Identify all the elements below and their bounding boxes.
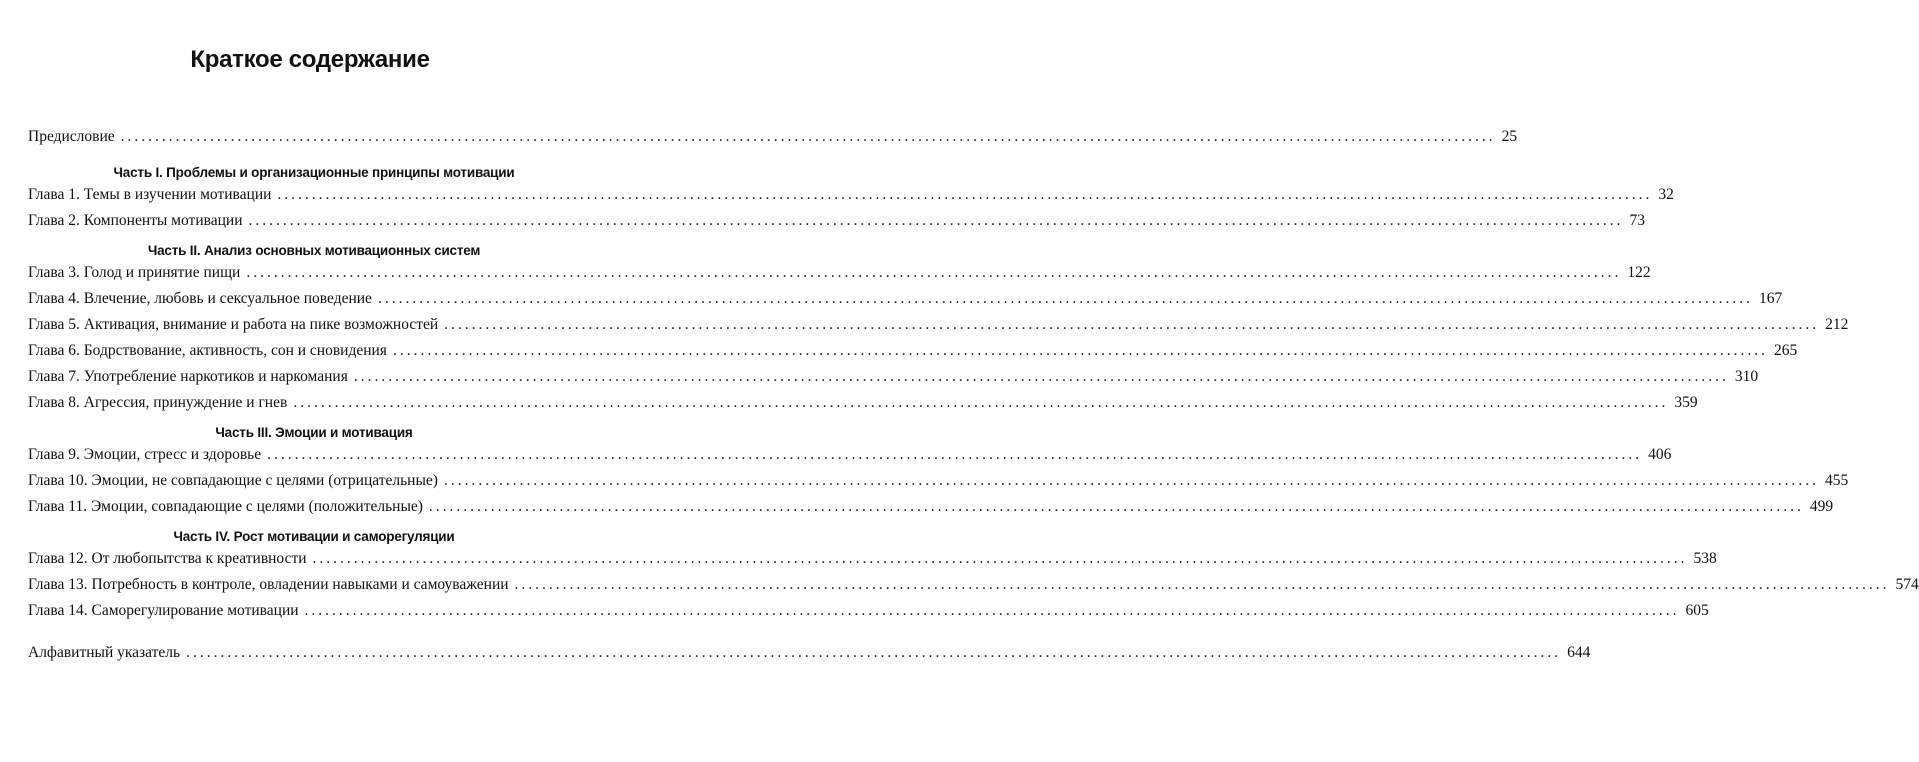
part-heading-2: Часть II. Анализ основных мотивационных систем bbox=[147, 243, 481, 258]
toc-entry-label: Алфавитный указатель bbox=[28, 644, 181, 661]
toc-entry-page: 574 bbox=[1895, 576, 1919, 593]
toc-entry-page: 32 bbox=[1658, 186, 1674, 203]
toc-entry-chapter-6 bbox=[28, 342, 1798, 368]
toc-entry-preface bbox=[28, 128, 1518, 154]
toc-entry-page: 167 bbox=[1758, 290, 1783, 307]
dot-leader: ........................................................................................................................................................................................................ bbox=[246, 264, 1622, 281]
toc-entry-page: 644 bbox=[1567, 644, 1591, 661]
toc-entry-page: 73 bbox=[1629, 212, 1645, 229]
toc-entry-page: 25 bbox=[1501, 128, 1518, 145]
dot-leader: ........................................................................................................................................................................................................ bbox=[267, 446, 1643, 463]
toc-entry-label: Глава 5. Активация, внимание и работа на пике возможностей bbox=[28, 316, 439, 333]
toc-entry-chapter-5 bbox=[28, 316, 1849, 342]
toc-entry-chapter-4 bbox=[28, 290, 1783, 316]
toc-entry-chapter-7 bbox=[28, 368, 1759, 394]
toc-entry-label: Глава 14. Саморегулирование мотивации bbox=[28, 602, 299, 619]
toc-entry-chapter-12 bbox=[28, 550, 1717, 576]
toc-entry-chapter-1 bbox=[28, 186, 1674, 212]
dot-leader: ........................................................................................................................................................................................................ bbox=[304, 602, 1680, 619]
dot-leader: ........................................................................................................................................................................................................ bbox=[443, 472, 1819, 489]
dot-leader: ........................................................................................................................................................................................................ bbox=[312, 550, 1688, 567]
dot-leader: ........................................................................................................................................................................................................ bbox=[428, 498, 1804, 515]
dot-leader: ........................................................................................................................................................................................................ bbox=[120, 128, 1496, 145]
toc-entry-index bbox=[28, 644, 1591, 670]
toc-entry-label: Глава 9. Эмоции, стресс и здоровье bbox=[28, 446, 262, 463]
toc-entry-label: Глава 10. Эмоции, не совпадающие с целями (отрицательные) bbox=[28, 472, 438, 489]
toc-entry-page: 605 bbox=[1685, 602, 1709, 619]
toc-entry-label: Глава 6. Бодрствование, активность, сон и сновидения bbox=[28, 342, 387, 359]
toc-entry-page: 122 bbox=[1627, 264, 1651, 281]
toc-entry-page: 455 bbox=[1824, 472, 1849, 489]
toc-entry-chapter-3 bbox=[28, 264, 1651, 290]
dot-leader: ........................................................................................................................................................................................................ bbox=[444, 316, 1820, 333]
toc-entry-page: 310 bbox=[1734, 368, 1759, 385]
toc-entry-page: 265 bbox=[1773, 342, 1798, 359]
toc-entry-chapter-2 bbox=[28, 212, 1645, 238]
toc-entry-chapter-14 bbox=[28, 602, 1709, 628]
dot-leader: ........................................................................................................................................................................................................ bbox=[277, 186, 1653, 203]
toc-entry-label: Глава 3. Голод и принятие пищи bbox=[28, 264, 241, 281]
toc-entry-chapter-13 bbox=[28, 576, 1919, 602]
toc-entry-label: Глава 13. Потребность в контроле, овладении навыками и самоуважении bbox=[28, 576, 509, 593]
toc-entry-chapter-8 bbox=[28, 394, 1698, 420]
toc-entry-label: Глава 7. Употребление наркотиков и наркомания bbox=[28, 368, 348, 385]
dot-leader: ........................................................................................................................................................................................................ bbox=[392, 342, 1768, 359]
toc-entry-page: 212 bbox=[1825, 316, 1849, 333]
toc-entry-label: Глава 1. Темы в изучении мотивации bbox=[28, 186, 272, 203]
dot-leader: ........................................................................................................................................................................................................ bbox=[377, 290, 1753, 307]
toc-entry-chapter-9 bbox=[28, 446, 1672, 472]
dot-leader: ........................................................................................................................................................................................................ bbox=[248, 212, 1624, 229]
dot-leader: ........................................................................................................................................................................................................ bbox=[514, 576, 1890, 593]
page-title: Краткое содержание bbox=[190, 46, 430, 73]
table-of-contents bbox=[28, 128, 1919, 670]
toc-entry-page: 406 bbox=[1648, 446, 1672, 463]
toc-entry-page: 359 bbox=[1674, 394, 1698, 411]
dot-leader: ........................................................................................................................................................................................................ bbox=[186, 644, 1562, 661]
toc-entry-chapter-10 bbox=[28, 472, 1849, 498]
toc-entry-page: 499 bbox=[1809, 498, 1834, 515]
dot-leader: ........................................................................................................................................................................................................ bbox=[353, 368, 1729, 385]
dot-leader: ........................................................................................................................................................................................................ bbox=[293, 394, 1669, 411]
part-heading-3: Часть III. Эмоции и мотивация bbox=[215, 425, 413, 440]
toc-entry-label: Глава 11. Эмоции, совпадающие с целями (положительные) bbox=[28, 498, 423, 515]
part-heading-1: Часть I. Проблемы и организационные принципы мотивации bbox=[113, 165, 515, 180]
toc-entry-chapter-11 bbox=[28, 498, 1834, 524]
toc-entry-label: Глава 8. Агрессия, принуждение и гнев bbox=[28, 394, 288, 411]
toc-entry-label: Глава 2. Компоненты мотивации bbox=[28, 212, 243, 229]
toc-entry-label: Глава 12. От любопытства к креативности bbox=[28, 550, 307, 567]
toc-entry-page: 538 bbox=[1693, 550, 1717, 567]
toc-entry-label: Глава 4. Влечение, любовь и сексуальное поведение bbox=[28, 290, 372, 307]
part-heading-4: Часть IV. Рост мотивации и саморегуляции bbox=[173, 529, 455, 544]
toc-entry-label: Предисловие bbox=[28, 128, 115, 145]
